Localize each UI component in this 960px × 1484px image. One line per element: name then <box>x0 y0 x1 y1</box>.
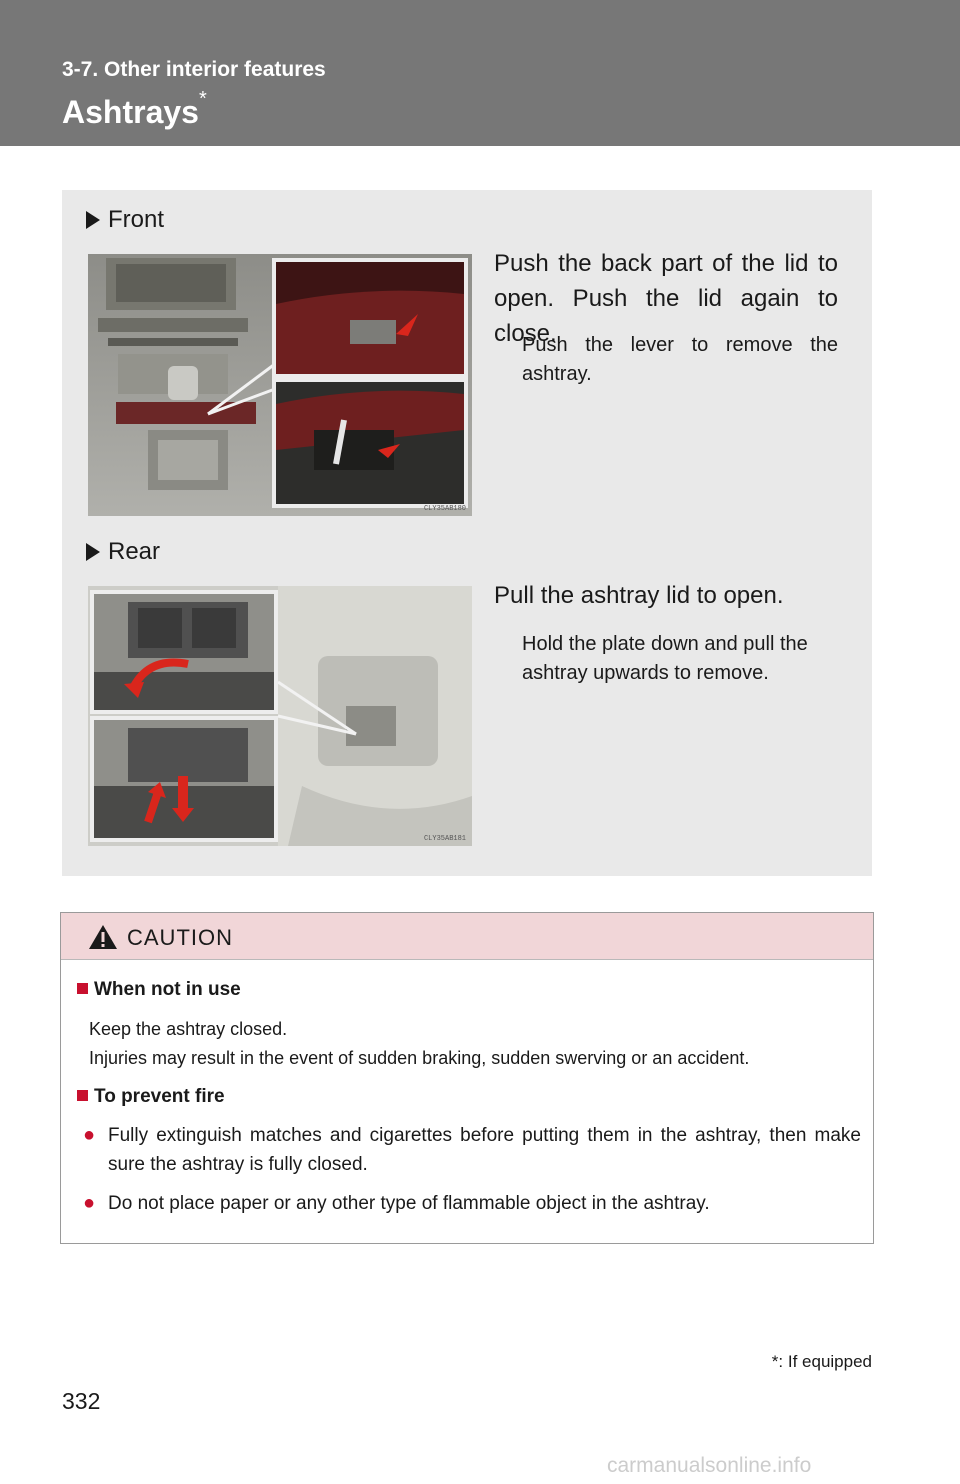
rear-label <box>86 538 160 566</box>
front-ashtray-photo <box>88 254 472 516</box>
caution-line: Injuries may result in the event of sudden braking, sudden swerving or an accident. <box>89 1048 750 1068</box>
triangle-bullet-icon <box>86 211 100 229</box>
front-console-illustration <box>88 254 472 516</box>
page-header <box>0 0 960 146</box>
rear-instruction: Pull the ashtray lid to open. <box>494 582 784 609</box>
caution-heading-text: To prevent fire <box>94 1086 225 1107</box>
caution-title: CAUTION <box>127 925 233 950</box>
page-title <box>62 88 207 131</box>
rear-ashtray-photo <box>88 586 472 846</box>
front-label <box>86 206 164 234</box>
front-image-code: CLY35AB180 <box>423 505 466 513</box>
page-title-text: Ashtrays <box>62 94 199 130</box>
triangle-bullet-icon <box>86 543 100 561</box>
caution-heading-text: When not in use <box>94 979 241 1000</box>
caution-box <box>60 912 874 1244</box>
front-label-text: Front <box>108 206 165 233</box>
caution-bullet <box>83 1121 861 1179</box>
footnote: *: If equipped <box>771 1352 872 1371</box>
front-instruction: Push the back part of the lid to open. Push the lid again to close. <box>494 250 838 347</box>
if-equipped-mark: * <box>198 88 207 111</box>
rear-image-code: CLY35AB181 <box>423 835 466 843</box>
warning-triangle-icon <box>88 924 118 950</box>
ashtray-info-panel <box>62 190 872 876</box>
rear-label-text: Rear <box>108 538 161 565</box>
caution-line: Keep the ashtray closed. <box>89 1019 288 1039</box>
caution-heading-prevent-fire <box>77 1086 225 1108</box>
caution-bullet-text: Fully extinguish matches and cigarettes before putting them in the ashtray, then make sure the ashtray is fully closed. <box>108 1125 861 1175</box>
front-note: Push the lever to remove the ashtray. <box>522 334 838 385</box>
caution-heading-not-in-use <box>77 979 241 1001</box>
rear-console-illustration <box>88 586 472 846</box>
watermark: carmanualsonline.info <box>607 1454 812 1477</box>
caution-bullet-text: Do not place paper or any other type of flammable object in the ashtray. <box>108 1193 710 1214</box>
red-square-bullet-icon <box>77 1090 88 1101</box>
caution-header <box>61 913 873 960</box>
section-title: 3-7. Other interior features <box>62 58 326 81</box>
rear-note: Hold the plate down and pull the ashtray upwards to remove. <box>522 633 808 684</box>
red-dot-bullet-icon: ● <box>83 1192 96 1214</box>
caution-bullet <box>83 1189 861 1218</box>
red-square-bullet-icon <box>77 983 88 994</box>
page-number: 332 <box>62 1388 101 1414</box>
red-dot-bullet-icon: ● <box>83 1124 96 1146</box>
